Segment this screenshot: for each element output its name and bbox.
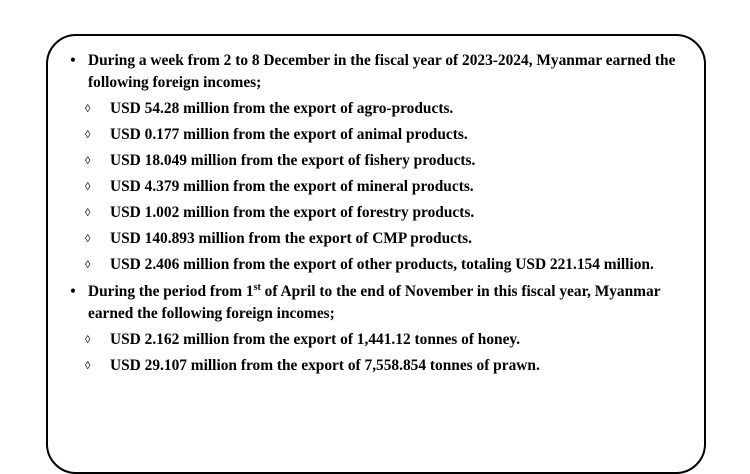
diamond-icon: ◊ <box>85 360 91 372</box>
diamond-icon: ◊ <box>85 129 91 141</box>
bullet-text-end: of April to the end of November in this fiscal year, Myanmar earned the following foreign incomes; <box>88 283 661 322</box>
diamond-icon: ◊ <box>85 155 91 167</box>
list-item <box>66 255 694 275</box>
list-item-text: USD 18.049 million from the export of fishery products. <box>110 152 476 169</box>
period-income-list <box>66 330 694 376</box>
list-item <box>66 229 694 249</box>
list-item-text: USD 29.107 million from the export of 7,558.854 tonnes of prawn. <box>110 357 540 374</box>
list-item-text: USD 140.893 million from the export of CMP products. <box>110 230 472 247</box>
diamond-icon: ◊ <box>85 233 91 245</box>
document-content <box>66 50 694 382</box>
list-item-text: USD 2.162 million from the export of 1,441.12 tonnes of honey. <box>110 331 521 348</box>
list-item <box>66 356 694 376</box>
diamond-icon: ◊ <box>85 207 91 219</box>
list-item <box>66 203 694 223</box>
list-item <box>66 177 694 197</box>
bullet-icon: • <box>70 52 76 69</box>
ordinal-suffix: st <box>253 282 261 293</box>
diamond-icon: ◊ <box>85 103 91 115</box>
bullet-icon: • <box>70 283 76 300</box>
bullet-period-income <box>66 281 694 325</box>
bullet-text-start: During the period from 1 <box>88 283 254 300</box>
diamond-icon: ◊ <box>85 181 91 193</box>
list-item-text: USD 2.406 million from the export of other products, totaling USD 221.154 million. <box>110 256 654 273</box>
list-item-text: USD 1.002 million from the export of forestry products. <box>110 204 475 221</box>
list-item <box>66 151 694 171</box>
list-item-text: USD 0.177 million from the export of animal products. <box>110 126 468 143</box>
bullet-text: During a week from 2 to 8 December in the fiscal year of 2023-2024, Myanmar earned the following foreign incomes; <box>88 52 676 91</box>
list-item <box>66 125 694 145</box>
list-item <box>66 330 694 350</box>
weekly-income-list <box>66 99 694 275</box>
bullet-text <box>88 283 660 322</box>
diamond-icon: ◊ <box>85 259 91 271</box>
bullet-weekly-income <box>66 50 694 94</box>
list-item-text: USD 4.379 million from the export of mineral products. <box>110 178 474 195</box>
list-item-text: USD 54.28 million from the export of agro-products. <box>110 100 454 117</box>
list-item <box>66 99 694 119</box>
diamond-icon: ◊ <box>85 334 91 346</box>
